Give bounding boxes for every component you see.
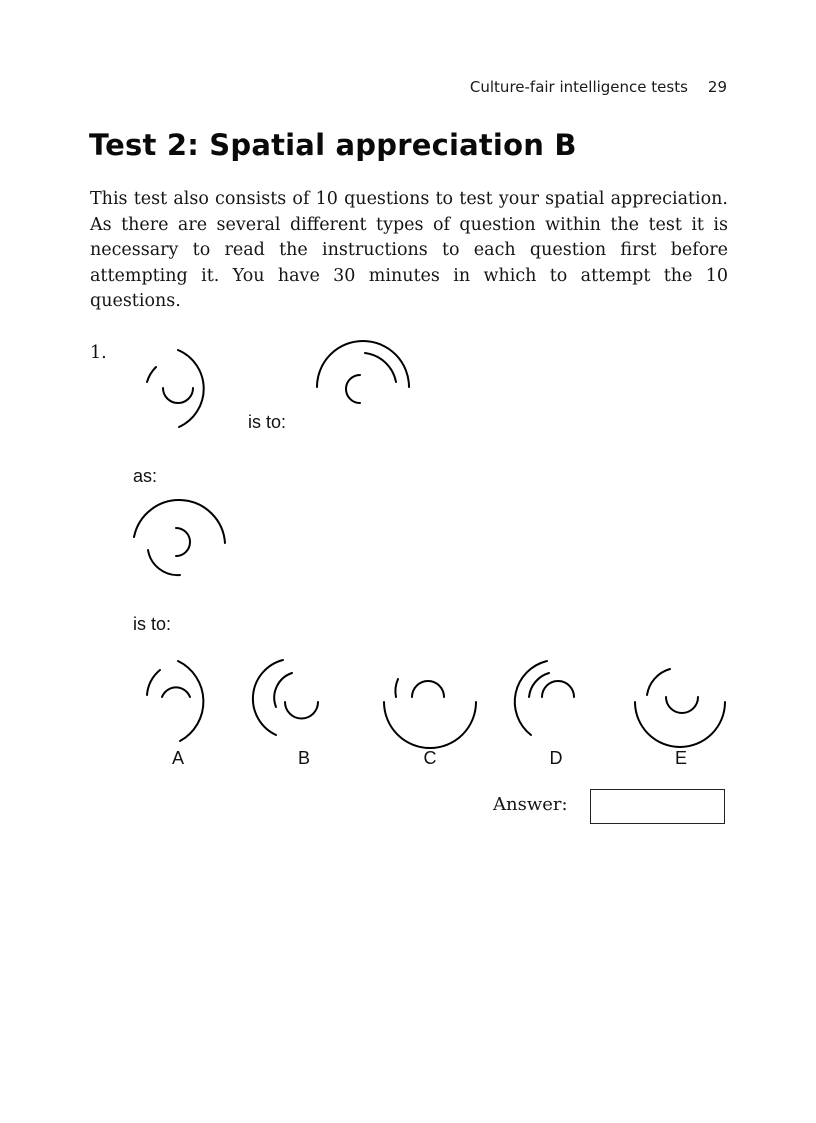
running-header — [90, 78, 727, 96]
option-b-figure-icon — [250, 655, 345, 750]
outer-arc — [134, 500, 225, 543]
answer-label: Answer: — [493, 794, 568, 815]
outer-bowl — [635, 702, 725, 747]
option-b-label: B — [297, 748, 310, 768]
as-label: as: — [133, 466, 158, 486]
option-c-label: C — [423, 748, 437, 768]
upper-left-arc — [647, 669, 670, 695]
left-fragment — [395, 679, 398, 697]
middle-arc — [365, 353, 396, 382]
question-number: 1. — [90, 343, 107, 363]
page-number: 29 — [707, 78, 727, 96]
outer-arc — [178, 350, 204, 427]
outer-arc — [253, 660, 283, 735]
answer-input[interactable] — [590, 789, 725, 824]
lower-left-arc — [148, 550, 180, 575]
option-a-label: A — [171, 748, 184, 768]
inner-arch — [412, 681, 444, 697]
outer-arc — [515, 661, 547, 735]
page-title: Test 2: Spatial appreciation B — [89, 128, 577, 162]
question-figure-3-icon — [128, 495, 233, 585]
inner-cup — [666, 697, 698, 713]
is-to-label: is to: — [248, 412, 287, 432]
option-c-figure-icon — [378, 655, 483, 750]
inner-arch — [542, 681, 574, 697]
is-to-label-2: is to: — [133, 614, 172, 634]
running-title: Culture-fair intelligence tests — [469, 78, 688, 96]
option-d-figure-icon — [505, 655, 600, 750]
question-figure-2-icon — [310, 340, 420, 420]
option-e-label: E — [674, 748, 687, 768]
question-figure-1-icon — [140, 340, 240, 440]
option-d-label: D — [549, 748, 563, 768]
option-a-figure-icon — [140, 655, 235, 750]
inner-arch — [162, 687, 190, 697]
option-e-figure-icon — [630, 655, 730, 750]
inner-cup — [285, 702, 318, 718]
intro-paragraph: This test also consists of 10 questions to test your spatial appreciation. As there are several different types of question within the test it is necessary to read the instructions to each question first before attempting it. You have 30 minutes in which to attempt the 10 questions. — [90, 189, 728, 311]
outer-bowl — [384, 702, 476, 748]
middle-arc — [274, 673, 292, 707]
inner-reversed-c — [176, 528, 190, 556]
top-left-fragment — [147, 670, 160, 695]
outer-arc-left-fragment — [147, 367, 156, 382]
inner-arc — [163, 388, 193, 403]
outer-arc — [178, 661, 203, 741]
inner-c-arc — [346, 375, 360, 403]
